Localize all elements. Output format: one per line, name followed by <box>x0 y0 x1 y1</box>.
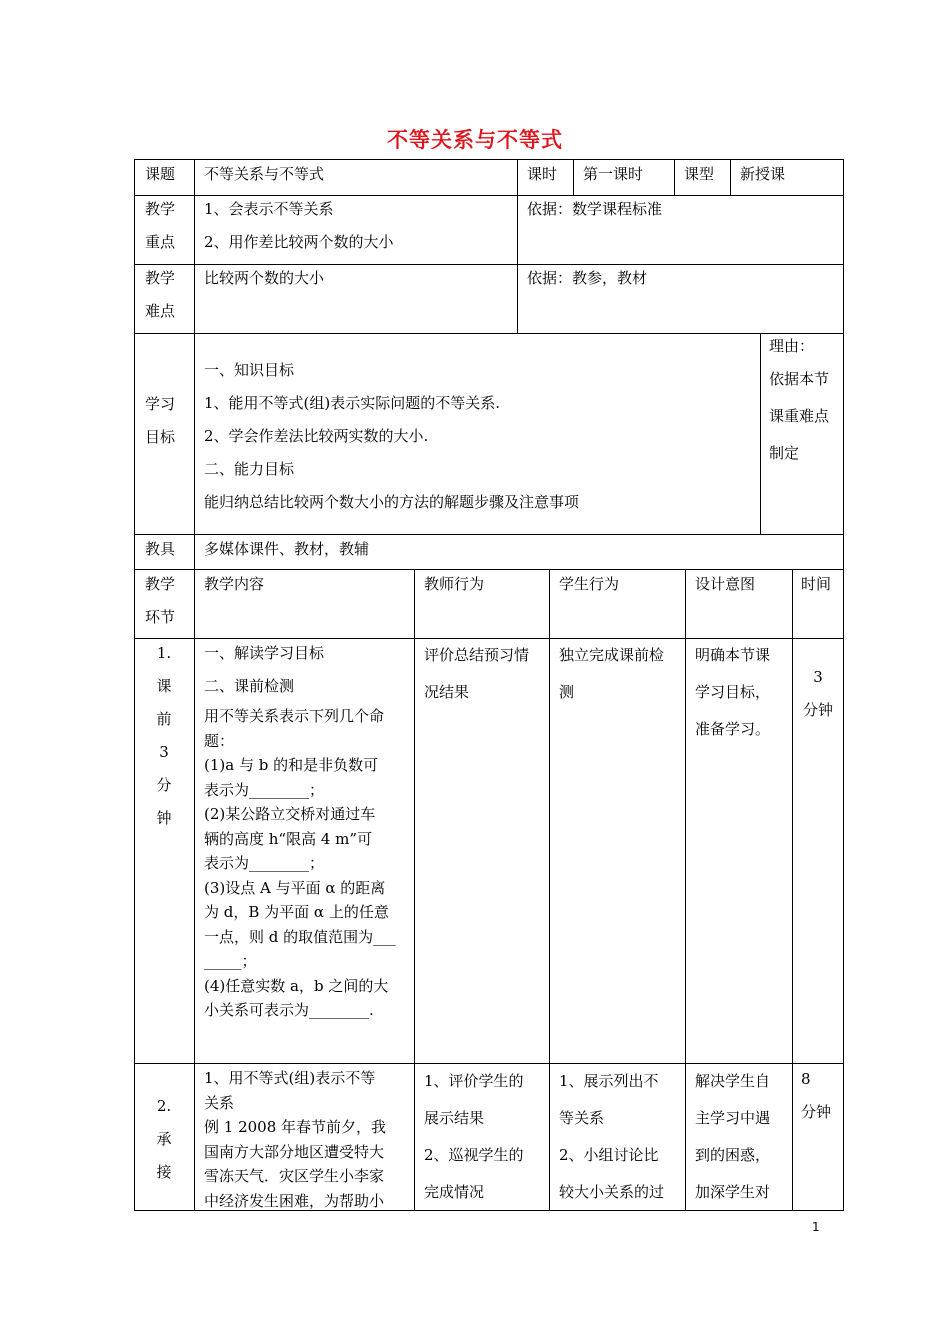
time-header: 时间 <box>801 575 832 593</box>
teacher-cell: 1、评价学生的 展示结果 2、巡视学生的 完成情况 <box>424 1072 524 1201</box>
tools-value: 多媒体课件、教材，教辅 <box>204 540 370 558</box>
column-divider <box>685 569 686 1211</box>
objectives-label: 目标 <box>145 428 176 446</box>
objective-line: 能归纳总结比较两个数大小的方法的解题步骤及注意事项 <box>204 493 580 511</box>
column-divider <box>549 569 550 1211</box>
student-cell: 1、展示列出不 等关系 2、小组讨论比 较大小关系的过 <box>559 1072 665 1201</box>
key-points-label: 重点 <box>145 233 176 251</box>
page-number: 1 <box>812 1220 820 1234</box>
objective-line: 1、能用不等式(组)表示实际问题的不等关系. <box>204 394 501 412</box>
content-cell: 一、解读学习目标 二、课前检测 <box>204 644 325 695</box>
objective-line: 二、能力目标 <box>204 460 295 478</box>
row-divider <box>134 333 844 334</box>
stage-cell: 1. 课 前 3 分 钟 <box>156 644 172 827</box>
document-title: 不等关系与不等式 <box>387 128 563 152</box>
column-divider <box>414 569 415 1211</box>
column-divider <box>573 159 574 195</box>
subject-value: 不等关系与不等式 <box>204 165 325 183</box>
key-points-label: 教学 <box>145 200 176 218</box>
difficulties-basis: 依据：教参，教材 <box>527 269 648 287</box>
period-label: 课时 <box>527 165 558 183</box>
student-header: 学生行为 <box>559 575 620 593</box>
type-label: 课型 <box>684 165 715 183</box>
objectives-label: 学习 <box>145 395 176 413</box>
type-value: 新授课 <box>740 165 786 183</box>
design-cell: 解决学生自 主学习中遇 到的困惑， 加深学生对 <box>695 1072 771 1201</box>
stage-header: 环节 <box>145 608 176 626</box>
tools-label: 教具 <box>145 540 176 558</box>
objectives-reason: 依据本节 <box>769 370 830 388</box>
column-divider <box>517 159 518 333</box>
design-cell: 明确本节课 学习目标， 准备学习。 <box>695 646 771 738</box>
time-cell: 3 分钟 <box>802 668 833 719</box>
content-cell-detail: 1、用不等式(组)表示不等 关系 例 1 2008 年春节前夕，我 国南方大部分地区遭受特大 雪冻天气．灾区学生小李家 中经济发生困难，为帮助小 <box>204 1069 387 1210</box>
period-value: 第一课时 <box>583 165 644 183</box>
stage-header: 教学 <box>145 575 176 593</box>
time-cell: 8 分钟 <box>801 1070 832 1121</box>
subject-label: 课题 <box>145 165 176 183</box>
content-header: 教学内容 <box>204 575 265 593</box>
objective-line: 一、知识目标 <box>204 361 295 379</box>
difficulties-content: 比较两个数的大小 <box>204 269 325 287</box>
content-cell-detail: 用不等关系表示下列几个命 题： (1)a 与 b 的和是非负数可 表示为________； (2)某公路立交桥对通过车 辆的高度 h“限高 4 m”可 表示为________； (3)设点 A 与平面 α 的距离 为 d，B 为平面 α 上的任意 一点，则 d 的取值范围为___ _____； (4)任意实数 a，b 之间的大 小关系可表示为________. <box>204 707 396 1019</box>
column-divider <box>194 159 195 1211</box>
column-divider <box>674 159 675 195</box>
design-header: 设计意图 <box>695 575 756 593</box>
objectives-reason: 理由： <box>769 337 815 355</box>
student-cell: 独立完成课前检 测 <box>559 646 665 701</box>
objective-line: 2、学会作差法比较两实数的大小. <box>204 427 429 445</box>
column-divider <box>760 333 761 534</box>
teacher-header: 教师行为 <box>424 575 485 593</box>
difficulties-label: 难点 <box>145 302 176 320</box>
objectives-reason: 课重难点 <box>769 407 830 425</box>
key-point-item: 2、用作差比较两个数的大小 <box>204 233 394 251</box>
key-point-item: 1、会表示不等关系 <box>204 200 334 218</box>
teacher-cell: 评价总结预习情 况结果 <box>424 646 530 701</box>
stage-cell: 2. 承 接 <box>156 1097 172 1181</box>
difficulties-label: 教学 <box>145 269 176 287</box>
objectives-reason: 制定 <box>769 444 800 462</box>
key-points-basis: 依据：数学课程标准 <box>527 200 663 218</box>
column-divider <box>730 159 731 195</box>
